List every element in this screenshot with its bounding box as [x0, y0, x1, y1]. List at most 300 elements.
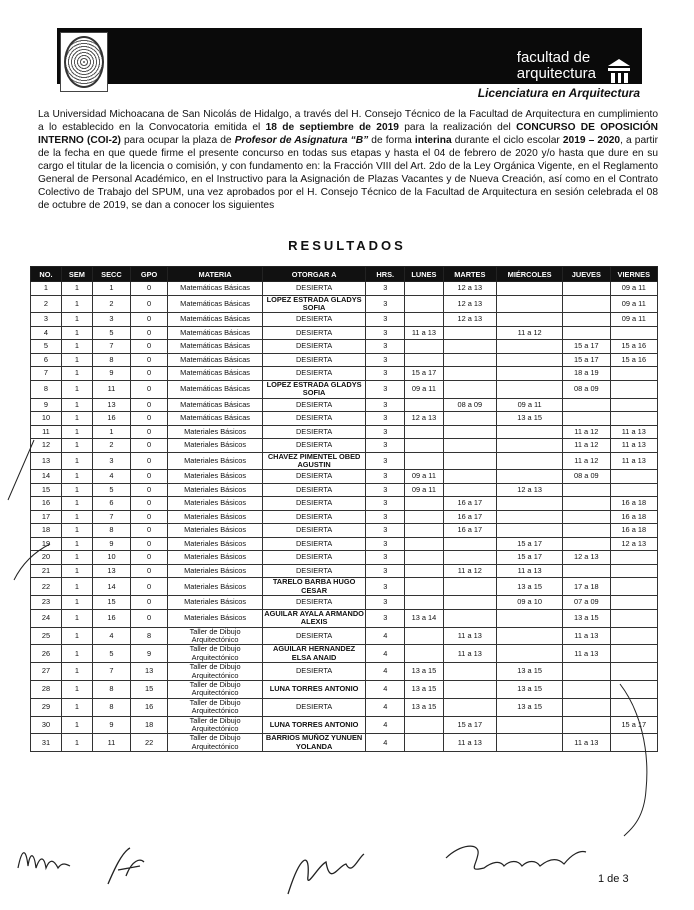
- table-cell: DESIERTA: [263, 412, 366, 426]
- table-cell: 15 a 17: [497, 537, 563, 551]
- table-cell: 3: [366, 398, 405, 412]
- table-cell: 13: [92, 564, 130, 578]
- table-row: [31, 497, 658, 511]
- table-cell: [610, 412, 657, 426]
- table-cell: 4: [92, 627, 130, 645]
- table-cell: [443, 663, 497, 681]
- table-cell: DESIERTA: [263, 698, 366, 716]
- table-row: [31, 470, 658, 484]
- table-cell: 8: [31, 380, 62, 398]
- table-cell: [497, 524, 563, 538]
- table-cell: 1: [61, 537, 92, 551]
- signature-3: [280, 846, 370, 900]
- table-cell: 25: [31, 627, 62, 645]
- table-cell: Materiales Básicos: [168, 483, 263, 497]
- intro-form: interina: [414, 135, 452, 146]
- table-row: [31, 734, 658, 752]
- table-cell: [563, 524, 610, 538]
- table-cell: 1: [61, 578, 92, 596]
- table-cell: Matemáticas Básicas: [168, 295, 263, 313]
- table-cell: 3: [366, 282, 405, 296]
- table-cell: [497, 510, 563, 524]
- table-cell: Materiales Básicos: [168, 609, 263, 627]
- table-row: [31, 663, 658, 681]
- column-header: NO.: [31, 267, 62, 282]
- table-cell: 3: [366, 439, 405, 453]
- table-cell: Taller de Dibujo Arquitectónico: [168, 645, 263, 663]
- column-header: LUNES: [405, 267, 443, 282]
- table-cell: 1: [61, 551, 92, 565]
- table-cell: 09 a 10: [497, 596, 563, 610]
- table-cell: [443, 551, 497, 565]
- table-cell: 11 a 13: [610, 452, 657, 470]
- table-cell: 27: [31, 663, 62, 681]
- table-cell: 15: [131, 681, 168, 699]
- table-cell: 13: [131, 663, 168, 681]
- column-header: VIERNES: [610, 267, 657, 282]
- table-cell: 24: [31, 609, 62, 627]
- table-cell: 13 a 15: [405, 698, 443, 716]
- table-cell: 3: [366, 452, 405, 470]
- table-cell: 1: [92, 425, 130, 439]
- table-cell: 09 a 11: [610, 313, 657, 327]
- table-cell: [497, 439, 563, 453]
- table-cell: 1: [61, 698, 92, 716]
- table-cell: 7: [31, 367, 62, 381]
- table-cell: Taller de Dibujo Arquitectónico: [168, 663, 263, 681]
- table-cell: 16: [131, 698, 168, 716]
- table-cell: [443, 681, 497, 699]
- table-cell: 1: [61, 483, 92, 497]
- table-cell: Materiales Básicos: [168, 564, 263, 578]
- table-cell: 3: [366, 609, 405, 627]
- table-cell: [610, 564, 657, 578]
- table-row: [31, 609, 658, 627]
- table-cell: 09 a 11: [610, 295, 657, 313]
- table-cell: 8: [131, 627, 168, 645]
- table-cell: DESIERTA: [263, 627, 366, 645]
- table-cell: 1: [61, 645, 92, 663]
- letterhead: [40, 24, 644, 100]
- table-cell: DESIERTA: [263, 470, 366, 484]
- table-cell: AGUILAR HERNANDEZ ELSA ANAID: [263, 645, 366, 663]
- table-cell: 9: [31, 398, 62, 412]
- table-cell: 08 a 09: [563, 470, 610, 484]
- table-cell: LUNA TORRES ANTONIO: [263, 716, 366, 734]
- table-cell: 2: [92, 295, 130, 313]
- table-cell: 4: [31, 326, 62, 340]
- intro-position: Profesor de Asignatura “B”: [234, 135, 369, 146]
- table-cell: 13 a 15: [405, 663, 443, 681]
- table-cell: 6: [31, 353, 62, 367]
- table-cell: 3: [366, 425, 405, 439]
- table-cell: [497, 313, 563, 327]
- table-cell: 1: [61, 412, 92, 426]
- table-cell: 0: [131, 439, 168, 453]
- table-cell: [405, 716, 443, 734]
- table-row: [31, 627, 658, 645]
- table-cell: [563, 412, 610, 426]
- table-cell: [497, 470, 563, 484]
- table-cell: 3: [366, 340, 405, 354]
- table-cell: 10: [31, 412, 62, 426]
- table-cell: 8: [92, 524, 130, 538]
- table-cell: [563, 510, 610, 524]
- table-cell: [563, 537, 610, 551]
- table-cell: [563, 313, 610, 327]
- table-cell: 11 a 12: [563, 425, 610, 439]
- table-cell: 08 a 09: [563, 380, 610, 398]
- table-row: [31, 412, 658, 426]
- table-row: [31, 596, 658, 610]
- table-cell: [563, 564, 610, 578]
- table-cell: 0: [131, 452, 168, 470]
- table-cell: Materiales Básicos: [168, 551, 263, 565]
- table-cell: [405, 439, 443, 453]
- table-cell: 13 a 15: [497, 578, 563, 596]
- table-cell: 13 a 15: [497, 663, 563, 681]
- table-cell: 30: [31, 716, 62, 734]
- table-cell: 1: [61, 564, 92, 578]
- table-cell: 0: [131, 295, 168, 313]
- table-cell: [405, 295, 443, 313]
- table-cell: [610, 663, 657, 681]
- table-cell: 1: [61, 734, 92, 752]
- column-header: MATERIA: [168, 267, 263, 282]
- table-cell: [405, 578, 443, 596]
- table-cell: 1: [61, 398, 92, 412]
- column-header: SECC: [92, 267, 130, 282]
- table-cell: [610, 470, 657, 484]
- table-cell: 6: [92, 497, 130, 511]
- table-cell: 3: [92, 452, 130, 470]
- table-cell: [443, 578, 497, 596]
- table-row: [31, 537, 658, 551]
- table-header-row: [31, 267, 658, 282]
- table-cell: 1: [61, 340, 92, 354]
- table-cell: 3: [366, 380, 405, 398]
- table-cell: 0: [131, 326, 168, 340]
- table-cell: 12 a 13: [443, 295, 497, 313]
- table-cell: 15 a 16: [610, 340, 657, 354]
- intro-text-4: de forma: [368, 135, 415, 146]
- table-cell: [563, 497, 610, 511]
- table-cell: DESIERTA: [263, 313, 366, 327]
- table-cell: 1: [61, 282, 92, 296]
- table-cell: 1: [61, 524, 92, 538]
- table-cell: DESIERTA: [263, 326, 366, 340]
- table-row: [31, 380, 658, 398]
- table-cell: Matemáticas Básicas: [168, 313, 263, 327]
- table-cell: [443, 483, 497, 497]
- table-cell: 3: [366, 578, 405, 596]
- column-header: GPO: [131, 267, 168, 282]
- table-cell: 09 a 11: [497, 398, 563, 412]
- table-body: [31, 282, 658, 752]
- table-cell: Materiales Básicos: [168, 537, 263, 551]
- table-cell: CHAVEZ PIMENTEL OBED AGUSTIN: [263, 452, 366, 470]
- table-cell: 15: [31, 483, 62, 497]
- table-cell: 09 a 11: [405, 483, 443, 497]
- column-header: MARTES: [443, 267, 497, 282]
- table-row: [31, 681, 658, 699]
- table-cell: [405, 537, 443, 551]
- table-cell: DESIERTA: [263, 483, 366, 497]
- table-cell: 3: [366, 596, 405, 610]
- table-cell: [405, 282, 443, 296]
- table-cell: DESIERTA: [263, 353, 366, 367]
- table-cell: 9: [131, 645, 168, 663]
- table-cell: [610, 398, 657, 412]
- table-cell: [497, 282, 563, 296]
- table-cell: 2: [92, 439, 130, 453]
- table-cell: 7: [92, 663, 130, 681]
- intro-date: 18 de septiembre de 2019: [265, 122, 399, 133]
- table-cell: DESIERTA: [263, 663, 366, 681]
- table-cell: 15 a 17: [563, 353, 610, 367]
- table-cell: 2: [31, 295, 62, 313]
- table-cell: 3: [31, 313, 62, 327]
- table-cell: 12 a 13: [405, 412, 443, 426]
- table-cell: [405, 425, 443, 439]
- table-cell: LOPEZ ESTRADA GLADYS SOFIA: [263, 380, 366, 398]
- table-cell: 16: [92, 609, 130, 627]
- table-cell: 0: [131, 282, 168, 296]
- table-cell: [497, 627, 563, 645]
- table-cell: [610, 367, 657, 381]
- table-cell: DESIERTA: [263, 564, 366, 578]
- table-cell: [443, 470, 497, 484]
- table-cell: [443, 452, 497, 470]
- table-cell: 0: [131, 524, 168, 538]
- table-cell: [443, 367, 497, 381]
- intro-text-1: La Universidad Michoacana de San Nicolás de Hidalgo, a través del H. Consejo Técnico de la Facultad de Arquitectura en cumplimiento a lo establecido en la Convocatoria emitida el: [38, 109, 658, 133]
- signature-4: [440, 838, 590, 878]
- table-cell: DESIERTA: [263, 282, 366, 296]
- table-cell: LOPEZ ESTRADA GLADYS SOFIA: [263, 295, 366, 313]
- table-cell: [610, 326, 657, 340]
- table-cell: 13 a 14: [405, 609, 443, 627]
- table-cell: [497, 367, 563, 381]
- table-cell: 26: [31, 645, 62, 663]
- table-cell: 13 a 15: [563, 609, 610, 627]
- program-subtitle: Licenciatura en Arquitectura: [477, 86, 640, 100]
- page-number: 1 de 3: [598, 873, 629, 885]
- table-cell: [610, 609, 657, 627]
- table-cell: 07 a 09: [563, 596, 610, 610]
- table-cell: [405, 510, 443, 524]
- table-cell: 15 a 17: [497, 551, 563, 565]
- table-cell: [497, 452, 563, 470]
- results-table: [30, 266, 658, 752]
- table-cell: 13 a 15: [497, 698, 563, 716]
- table-cell: DESIERTA: [263, 551, 366, 565]
- table-cell: 11 a 13: [405, 326, 443, 340]
- table-cell: 13 a 15: [405, 681, 443, 699]
- table-cell: 16: [31, 497, 62, 511]
- table-cell: 3: [366, 326, 405, 340]
- table-cell: 0: [131, 412, 168, 426]
- table-cell: 0: [131, 497, 168, 511]
- table-cell: [405, 596, 443, 610]
- column-header: HRS.: [366, 267, 405, 282]
- table-cell: DESIERTA: [263, 524, 366, 538]
- table-cell: 18: [131, 716, 168, 734]
- column-header: MIÉRCOLES: [497, 267, 563, 282]
- table-cell: [497, 380, 563, 398]
- table-cell: 13: [31, 452, 62, 470]
- table-cell: 0: [131, 470, 168, 484]
- table-cell: 3: [366, 295, 405, 313]
- table-cell: 0: [131, 596, 168, 610]
- table-cell: 21: [31, 564, 62, 578]
- table-cell: [405, 497, 443, 511]
- signature-1: [14, 838, 74, 878]
- table-cell: 0: [131, 564, 168, 578]
- university-seal-icon: [60, 32, 108, 92]
- table-cell: Matemáticas Básicas: [168, 380, 263, 398]
- table-cell: [405, 627, 443, 645]
- table-cell: DESIERTA: [263, 497, 366, 511]
- table-cell: Matemáticas Básicas: [168, 412, 263, 426]
- table-cell: 11: [92, 734, 130, 752]
- table-cell: 31: [31, 734, 62, 752]
- table-cell: Materiales Básicos: [168, 497, 263, 511]
- table-cell: Matemáticas Básicas: [168, 282, 263, 296]
- table-cell: 18 a 19: [563, 367, 610, 381]
- column-header: JUEVES: [563, 267, 610, 282]
- table-cell: Taller de Dibujo Arquitectónico: [168, 698, 263, 716]
- table-cell: 11 a 13: [563, 627, 610, 645]
- table-cell: 1: [61, 367, 92, 381]
- table-cell: Taller de Dibujo Arquitectónico: [168, 627, 263, 645]
- table-cell: 7: [92, 340, 130, 354]
- table-cell: 16 a 17: [443, 524, 497, 538]
- table-cell: 20: [31, 551, 62, 565]
- table-cell: Materiales Básicos: [168, 578, 263, 596]
- table-cell: DESIERTA: [263, 340, 366, 354]
- table-cell: 0: [131, 353, 168, 367]
- table-cell: 0: [131, 340, 168, 354]
- table-cell: DESIERTA: [263, 510, 366, 524]
- table-cell: [497, 497, 563, 511]
- table-cell: Materiales Básicos: [168, 425, 263, 439]
- table-row: [31, 483, 658, 497]
- table-cell: 16 a 18: [610, 497, 657, 511]
- table-cell: 11 a 12: [443, 564, 497, 578]
- table-cell: 14: [92, 578, 130, 596]
- table-cell: [497, 295, 563, 313]
- table-cell: 8: [92, 681, 130, 699]
- faculty-line-1: facultad de: [516, 49, 591, 66]
- table-row: [31, 716, 658, 734]
- table-cell: [443, 698, 497, 716]
- table-cell: 11 a 13: [443, 734, 497, 752]
- table-cell: 1: [61, 681, 92, 699]
- table-cell: [405, 313, 443, 327]
- table-cell: 3: [366, 353, 405, 367]
- table-cell: 8: [92, 698, 130, 716]
- table-cell: 3: [366, 412, 405, 426]
- results-title: RESULTADOS: [288, 238, 406, 253]
- table-row: [31, 510, 658, 524]
- table-cell: 15 a 17: [443, 716, 497, 734]
- table-cell: 22: [31, 578, 62, 596]
- table-cell: 1: [61, 470, 92, 484]
- table-cell: [497, 716, 563, 734]
- table-row: [31, 551, 658, 565]
- table-cell: 0: [131, 380, 168, 398]
- table-cell: Materiales Básicos: [168, 439, 263, 453]
- table-cell: Materiales Básicos: [168, 596, 263, 610]
- table-cell: 12 a 13: [497, 483, 563, 497]
- table-cell: 7: [92, 510, 130, 524]
- table-cell: LUNA TORRES ANTONIO: [263, 681, 366, 699]
- table-cell: TARELO BARBA HUGO CESAR: [263, 578, 366, 596]
- table-row: [31, 578, 658, 596]
- table-cell: 0: [131, 313, 168, 327]
- table-cell: 15 a 17: [563, 340, 610, 354]
- table-cell: [405, 452, 443, 470]
- table-cell: 0: [131, 609, 168, 627]
- column-header: OTORGAR A: [263, 267, 366, 282]
- table-cell: 17: [31, 510, 62, 524]
- table-cell: 15 a 17: [610, 716, 657, 734]
- table-cell: [405, 551, 443, 565]
- table-cell: 11: [92, 380, 130, 398]
- table-cell: DESIERTA: [263, 425, 366, 439]
- column-header: SEM: [61, 267, 92, 282]
- table-cell: [443, 537, 497, 551]
- signature-2: [100, 840, 150, 890]
- table-cell: [443, 380, 497, 398]
- table-cell: 23: [31, 596, 62, 610]
- table-cell: [610, 551, 657, 565]
- table-cell: 3: [366, 564, 405, 578]
- table-cell: BARRIOS MUÑOZ YUNUEN YOLANDA: [263, 734, 366, 752]
- table-cell: 0: [131, 367, 168, 381]
- table-cell: Matemáticas Básicas: [168, 326, 263, 340]
- table-cell: [610, 578, 657, 596]
- table-row: [31, 645, 658, 663]
- table-cell: 1: [61, 663, 92, 681]
- table-cell: 0: [131, 483, 168, 497]
- table-row: [31, 452, 658, 470]
- table-cell: 1: [61, 510, 92, 524]
- table-cell: 11 a 13: [610, 439, 657, 453]
- table-cell: 11 a 12: [563, 452, 610, 470]
- table-cell: 0: [131, 425, 168, 439]
- table-cell: 1: [61, 326, 92, 340]
- table-cell: 1: [61, 716, 92, 734]
- table-cell: 11 a 13: [497, 564, 563, 578]
- table-cell: 3: [366, 510, 405, 524]
- intro-paragraph: [38, 108, 658, 212]
- table-cell: DESIERTA: [263, 537, 366, 551]
- table-cell: 1: [61, 439, 92, 453]
- table-cell: Materiales Básicos: [168, 452, 263, 470]
- faculty-logo-icon: [606, 56, 632, 84]
- table-cell: Taller de Dibujo Arquitectónico: [168, 681, 263, 699]
- table-cell: 12 a 13: [443, 313, 497, 327]
- table-cell: [563, 295, 610, 313]
- table-cell: 3: [92, 313, 130, 327]
- table-cell: [443, 609, 497, 627]
- table-cell: 13 a 15: [497, 412, 563, 426]
- table-cell: 4: [366, 681, 405, 699]
- table-cell: [610, 645, 657, 663]
- table-cell: 0: [131, 578, 168, 596]
